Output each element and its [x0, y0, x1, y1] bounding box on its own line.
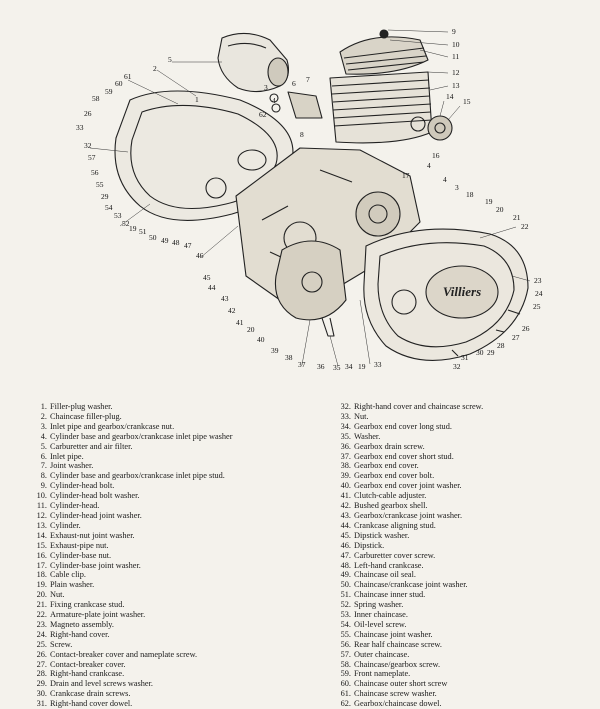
legend-item	[28, 432, 268, 442]
legend-item-number: 25.	[36, 639, 47, 649]
legend-item	[332, 511, 572, 521]
legend-item	[28, 501, 268, 511]
legend-item	[28, 412, 268, 422]
inlet-pipe	[270, 92, 322, 118]
legend-item-text: Inlet pipe and gearbox/crankcase nut.	[50, 421, 175, 431]
legend-item	[28, 580, 268, 590]
legend-item-text: Gearbox end cover.	[354, 461, 419, 471]
legend-item-text: Bushed gearbox shell.	[354, 501, 428, 511]
callout-number: 47	[184, 241, 192, 250]
callout-number: 61	[124, 72, 132, 81]
callout-number: 19	[129, 224, 137, 233]
legend-item-number: 40.	[340, 481, 351, 491]
legend-item-number: 38.	[340, 461, 351, 471]
legend-item	[28, 650, 268, 660]
callout-number: 14	[446, 92, 454, 101]
callout-number: 4	[443, 175, 447, 184]
callout-number: 4	[427, 161, 431, 170]
legend-item-text: Nut.	[50, 590, 65, 600]
legend-item-text: Left-hand crankcase.	[354, 560, 424, 570]
callout-number: 1	[195, 95, 199, 104]
cylinder	[330, 72, 432, 143]
callout-number: 37	[298, 360, 306, 369]
callout-number: 46	[196, 251, 204, 260]
legend-item	[332, 481, 572, 491]
legend-item-text: Dipstick washer.	[354, 530, 410, 540]
legend-item	[28, 640, 268, 650]
callout-number: 13	[452, 81, 460, 90]
legend-item-number: 27.	[36, 659, 47, 669]
callout-number: 22	[521, 222, 529, 231]
legend-item	[28, 402, 268, 412]
legend-item-number: 37.	[340, 451, 351, 461]
legend-item	[332, 491, 572, 501]
legend-item-text: Chaincase outer short screw	[354, 679, 448, 689]
parts-legend	[0, 402, 600, 709]
legend-item	[28, 471, 268, 481]
callout-number: 25	[533, 302, 541, 311]
callout-number: 33	[374, 360, 382, 369]
legend-item-text: Oil-level screw.	[354, 619, 407, 629]
legend-item-number: 29.	[36, 679, 47, 689]
callout-number: 56	[91, 168, 99, 177]
legend-item-number: 1.	[40, 402, 47, 411]
legend-item-text: Cylinder-head bolt washer.	[50, 491, 140, 501]
callout-number: 44	[208, 283, 216, 292]
legend-item-number: 56.	[340, 639, 351, 649]
callout-number: 27	[512, 333, 520, 342]
legend-item-text: Dipstick.	[354, 540, 385, 550]
legend-item-number: 21.	[36, 600, 47, 610]
legend-item-text: Cylinder-base nut.	[50, 550, 112, 560]
legend-item-text: Armature-plate joint washer.	[50, 610, 146, 620]
legend-item-text: Gearbox drain screw.	[354, 441, 425, 451]
legend-item-text: Inlet pipe.	[50, 451, 84, 461]
legend-item-text: Rear half chaincase screw.	[354, 639, 442, 649]
legend-item-number: 50.	[340, 580, 351, 590]
legend-item	[28, 521, 268, 531]
legend-item	[332, 561, 572, 571]
callout-number: 29	[101, 192, 109, 201]
callout-number: 15	[463, 97, 471, 106]
legend-item	[28, 669, 268, 679]
legend-item-number: 33.	[340, 411, 351, 421]
callout-number: 57	[88, 153, 96, 162]
legend-item-number: 6.	[40, 451, 47, 461]
legend-item-number: 55.	[340, 629, 351, 639]
callout-number: 29	[487, 348, 495, 357]
callout-number: 18	[466, 190, 474, 199]
callout-number: 24	[535, 289, 543, 298]
legend-item-text: Fixing crankcase stud.	[50, 600, 125, 610]
legend-item-text: Contact-breaker cover and nameplate screw.	[50, 649, 198, 659]
legend-item	[332, 422, 572, 432]
legend-item	[332, 669, 572, 679]
legend-item	[28, 461, 268, 471]
legend-item-text: Filler-plug washer.	[50, 402, 113, 411]
legend-item	[332, 452, 572, 462]
legend-item-number: 8.	[40, 471, 47, 481]
legend-item	[28, 481, 268, 491]
legend-item-number: 51.	[340, 590, 351, 600]
legend-item-number: 45.	[340, 530, 351, 540]
legend-item-text: Magneto assembly.	[50, 619, 114, 629]
legend-item-number: 23.	[36, 619, 47, 629]
callout-number: 34	[345, 362, 353, 371]
callout-number: 20	[247, 325, 255, 334]
legend-item-number: 7.	[40, 461, 47, 471]
callout-number: 28	[497, 341, 505, 350]
callout-number: 60	[115, 79, 123, 88]
legend-item	[332, 412, 572, 422]
legend-item	[28, 630, 268, 640]
callout-number: 12	[452, 68, 460, 77]
callout-number: 33	[76, 123, 84, 132]
legend-item-text: Contact-breaker cover.	[50, 659, 126, 669]
callout-number: 19	[485, 197, 493, 206]
legend-item	[332, 580, 572, 590]
legend-item-number: 10.	[36, 491, 47, 501]
legend-item	[332, 699, 572, 709]
legend-item-number: 57.	[340, 649, 351, 659]
legend-item-text: Spring washer.	[354, 600, 404, 610]
legend-item-text: Cylinder base and gearbox/crankcase inlet pipe washer	[50, 431, 233, 441]
callout-number: 31	[461, 353, 469, 362]
legend-item-number: 44.	[340, 520, 351, 530]
legend-item-number: 22.	[36, 610, 47, 620]
legend-item-text: Crankcase aligning stud.	[354, 520, 436, 530]
legend-item	[28, 452, 268, 462]
legend-item-number: 39.	[340, 471, 351, 481]
legend-item-text: Clutch-cable adjuster.	[354, 491, 427, 501]
legend-item-number: 3.	[40, 421, 47, 431]
callout-number: 23	[534, 276, 542, 285]
callout-number: 3	[455, 183, 459, 192]
legend-item	[28, 600, 268, 610]
callout-number: 30	[476, 348, 484, 357]
legend-item-text: Chaincase oil seal.	[354, 570, 416, 580]
legend-item	[332, 551, 572, 561]
legend-item-text: Gearbox end cover joint washer.	[354, 481, 462, 491]
legend-list-left	[28, 402, 268, 709]
legend-item-text: Cylinder-base joint washer.	[50, 560, 141, 570]
legend-item-text: Washer.	[354, 431, 381, 441]
legend-item	[28, 422, 268, 432]
legend-item-number: 58.	[340, 659, 351, 669]
legend-item	[332, 679, 572, 689]
callout-number: 26	[84, 109, 92, 118]
legend-item	[28, 442, 268, 452]
callout-number: 6	[292, 79, 296, 88]
legend-item-number: 48.	[340, 560, 351, 570]
legend-item-number: 32.	[340, 402, 351, 411]
callout-number: 48	[172, 238, 180, 247]
legend-item-text: Chaincase/gearbox screw.	[354, 659, 441, 669]
legend-item-text: Nut.	[354, 411, 369, 421]
callout-number: 36	[317, 362, 325, 371]
legend-item-number: 34.	[340, 421, 351, 431]
legend-item-text: Outer chaincase.	[354, 649, 410, 659]
legend-item-text: Joint washer.	[50, 461, 94, 471]
callout-number: 7	[306, 75, 310, 84]
legend-item-number: 41.	[340, 491, 351, 501]
callout-number: 35	[333, 363, 341, 372]
cylinder-head	[340, 30, 428, 74]
legend-item	[332, 660, 572, 670]
legend-item-number: 30.	[36, 689, 47, 699]
legend-item	[332, 471, 572, 481]
legend-item-text: Plain washer.	[50, 580, 95, 590]
legend-item-number: 46.	[340, 540, 351, 550]
legend-item-text: Right-hand cover dowel.	[50, 699, 133, 709]
legend-item-text: Chaincase screw washer.	[354, 689, 437, 699]
legend-item-text: Cylinder base and gearbox/crankcase inlet pipe stud.	[50, 471, 225, 481]
legend-item	[332, 442, 572, 452]
legend-item	[28, 570, 268, 580]
legend-item-number: 35.	[340, 431, 351, 441]
legend-item-number: 47.	[340, 550, 351, 560]
legend-item-number: 53.	[340, 610, 351, 620]
legend-item	[28, 561, 268, 571]
legend-item-text: Gearbox/chaincase dowel.	[354, 699, 442, 709]
callout-number: 32	[453, 362, 461, 371]
legend-item	[28, 531, 268, 541]
legend-item	[332, 570, 572, 580]
legend-item-text: Cylinder.	[50, 520, 81, 530]
legend-item	[332, 501, 572, 511]
callout-number: 54	[105, 203, 113, 212]
legend-item-text: Chaincase joint washer.	[354, 629, 433, 639]
callout-number: 32	[84, 141, 92, 150]
legend-item-text: Exhaust-nut joint washer.	[50, 530, 135, 540]
legend-item	[28, 511, 268, 521]
callout-number: 41	[236, 318, 244, 327]
legend-item-text: Gearbox end cover long stud.	[354, 421, 452, 431]
legend-item	[332, 521, 572, 531]
legend-item-number: 24.	[36, 629, 47, 639]
legend-item	[332, 541, 572, 551]
legend-item	[332, 432, 572, 442]
legend-item-text: Cylinder-head joint washer.	[50, 510, 142, 520]
legend-item-text: Chaincase/crankcase joint washer.	[354, 580, 468, 590]
legend-item-text: Chaincase inner stud.	[354, 590, 426, 600]
legend-item-text: Gearbox end cover short stud.	[354, 451, 454, 461]
callout-number: 9	[452, 27, 456, 36]
callout-number: 40	[257, 335, 265, 344]
legend-item-text: Cylinder-head.	[50, 501, 100, 511]
callout-number: 49	[161, 236, 169, 245]
callout-number: 42	[228, 306, 236, 315]
legend-item-text: Gearbox/crankcase joint washer.	[354, 510, 463, 520]
legend-item-number: 17.	[36, 560, 47, 570]
legend-item-number: 5.	[40, 441, 47, 451]
legend-item-text: Right-hand cover.	[50, 629, 110, 639]
legend-item-number: 62.	[340, 699, 351, 709]
legend-item-text: Cylinder-head bolt.	[50, 481, 115, 491]
legend-item-number: 14.	[36, 530, 47, 540]
callout-number: 11	[452, 52, 460, 61]
legend-item-text: Right-hand cover and chaincase screw.	[354, 402, 484, 411]
callout-number: 5	[168, 55, 172, 64]
callout-number: 20	[496, 205, 504, 214]
legend-item-number: 26.	[36, 649, 47, 659]
legend-item-number: 36.	[340, 441, 351, 451]
legend-item	[332, 461, 572, 471]
legend-item-number: 49.	[340, 570, 351, 580]
legend-item	[332, 650, 572, 660]
callout-number: 39	[271, 346, 279, 355]
legend-item-number: 59.	[340, 669, 351, 679]
callout-number: 62	[259, 110, 267, 119]
legend-item-number: 28.	[36, 669, 47, 679]
legend-item	[28, 660, 268, 670]
legend-item	[28, 541, 268, 551]
legend-item-text: Cable clip.	[50, 570, 86, 580]
callout-number: 51	[139, 227, 147, 236]
legend-list-right	[332, 402, 572, 709]
legend-item-number: 18.	[36, 570, 47, 580]
legend-item-text: Crankcase drain screws.	[50, 689, 131, 699]
legend-column-left	[28, 402, 268, 709]
legend-item-text: Carburetter cover screw.	[354, 550, 436, 560]
legend-item-number: 52.	[340, 600, 351, 610]
callout-number: 3	[264, 83, 268, 92]
legend-item	[332, 531, 572, 541]
legend-item-text: Right-hand crankcase.	[50, 669, 125, 679]
legend-item	[332, 402, 572, 412]
callout-number: 19	[358, 362, 366, 371]
legend-item-number: 2.	[40, 411, 47, 421]
callout-number: 21	[513, 213, 521, 222]
nameplate-brand-text: Villiers	[442, 284, 482, 299]
legend-item-number: 12.	[36, 510, 47, 520]
legend-item-number: 43.	[340, 510, 351, 520]
legend-item-number: 15.	[36, 540, 47, 550]
legend-item	[28, 610, 268, 620]
legend-item	[332, 630, 572, 640]
callout-number: 26	[522, 324, 530, 333]
legend-item-number: 60.	[340, 679, 351, 689]
legend-item-text: Front nameplate.	[354, 669, 411, 679]
legend-item-number: 20.	[36, 590, 47, 600]
callout-number: 16	[432, 151, 440, 160]
gearbox-end-cover	[275, 241, 346, 336]
legend-item	[332, 600, 572, 610]
carburetter-air-filter	[218, 33, 288, 91]
callout-number: 17	[402, 171, 410, 180]
legend-item	[28, 679, 268, 689]
legend-item-text: Gearbox end cover bolt.	[354, 471, 435, 481]
legend-item-text: Carburetter and air filter.	[50, 441, 133, 451]
legend-item	[332, 590, 572, 600]
legend-item-number: 31.	[36, 699, 47, 709]
legend-item-number: 11.	[36, 501, 47, 511]
callout-number: 59	[105, 87, 113, 96]
legend-item-number: 54.	[340, 619, 351, 629]
callout-number: 53	[114, 211, 122, 220]
legend-item-text: Drain and level screws washer.	[50, 679, 153, 689]
legend-item	[332, 610, 572, 620]
legend-column-right	[332, 402, 572, 709]
legend-item	[332, 640, 572, 650]
callout-number: 2	[153, 64, 157, 73]
callout-number: 4	[272, 96, 276, 105]
legend-item-text: Screw.	[50, 639, 73, 649]
legend-item-text: Exhaust-pipe nut.	[50, 540, 109, 550]
legend-item-number: 16.	[36, 550, 47, 560]
callout-number: 50	[149, 233, 157, 242]
legend-item	[28, 551, 268, 561]
legend-item-text: Inner chaincase.	[354, 610, 408, 620]
callout-number: 52	[122, 219, 130, 228]
legend-item-number: 42.	[340, 501, 351, 511]
legend-item	[28, 699, 268, 709]
callout-number: 45	[203, 273, 211, 282]
callout-number: 10	[452, 40, 460, 49]
legend-item-number: 19.	[36, 580, 47, 590]
callout-number: 38	[285, 353, 293, 362]
legend-item-number: 61.	[340, 689, 351, 699]
callout-number: 43	[221, 294, 229, 303]
legend-item-number: 9.	[40, 481, 47, 491]
legend-item-text: Chaincase filler-plug.	[50, 411, 122, 421]
callout-number: 8	[300, 130, 304, 139]
callout-number: 55	[96, 180, 104, 189]
legend-item	[28, 620, 268, 630]
legend-item-number: 13.	[36, 520, 47, 530]
legend-item	[28, 491, 268, 501]
legend-item-number: 4.	[40, 431, 47, 441]
callout-number: 58	[92, 94, 100, 103]
legend-item	[28, 590, 268, 600]
legend-item	[332, 620, 572, 630]
